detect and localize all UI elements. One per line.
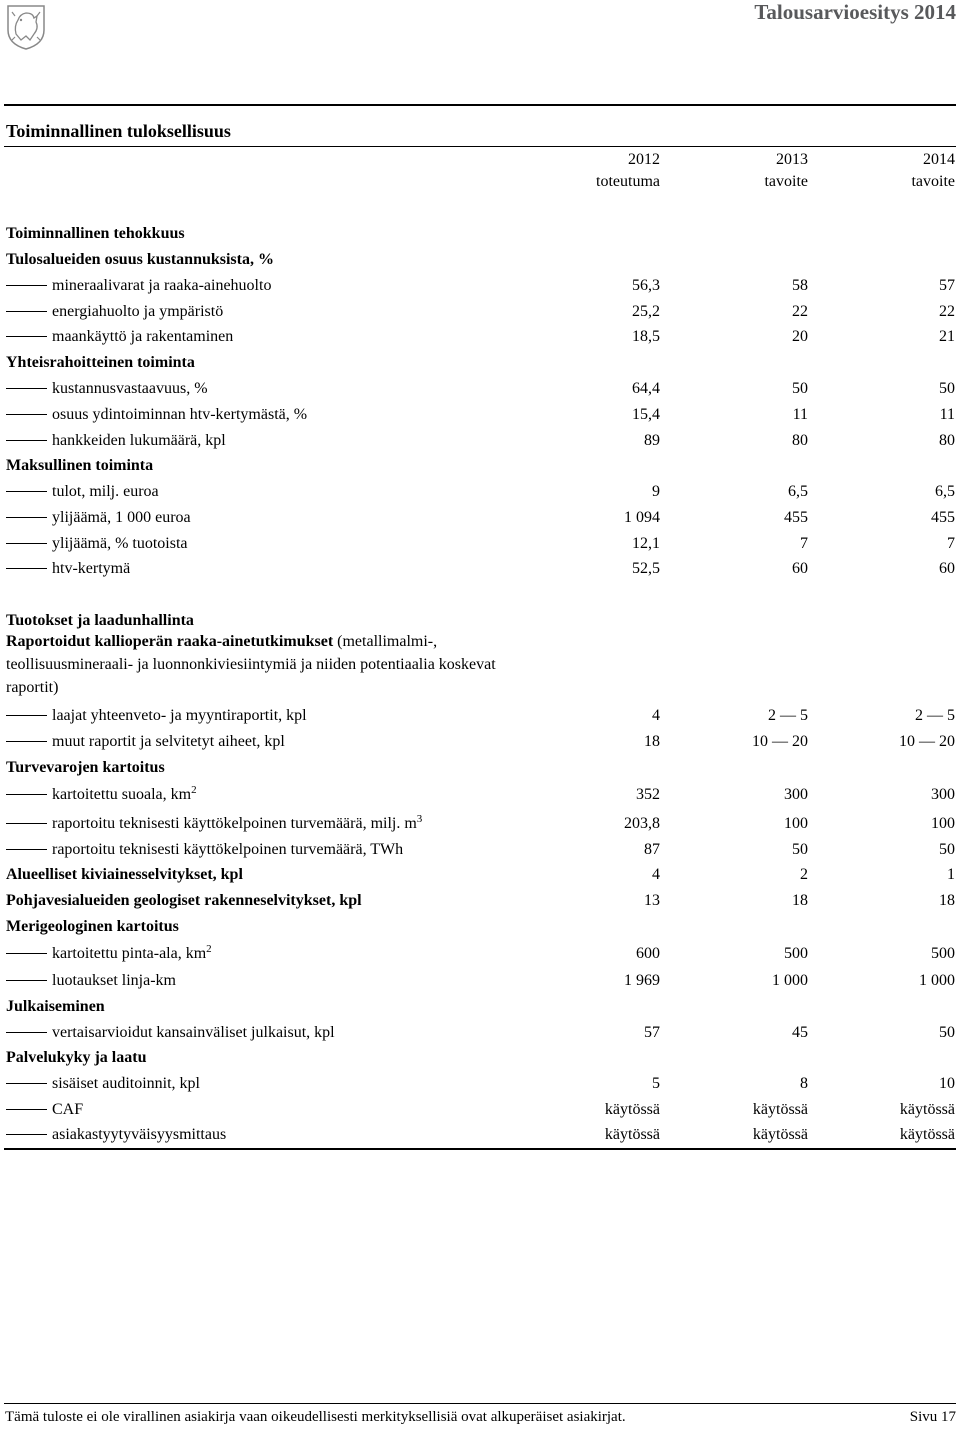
dash-bullet <box>6 336 47 337</box>
dash-bullet <box>6 1109 47 1110</box>
row-value-2014: 300 <box>931 786 955 803</box>
row-value-2014: 80 <box>939 432 955 449</box>
column-header-2014 <box>805 149 955 193</box>
row-value-2014: 50 <box>939 380 955 397</box>
row-value-2014: 100 <box>931 815 955 832</box>
dash-bullet <box>6 1134 47 1135</box>
row-label-text: maankäyttö ja rakentaminen <box>52 328 234 345</box>
row-label-text: tulot, milj. euroa <box>52 483 159 500</box>
row-value-2014: käytössä <box>899 1101 955 1118</box>
row-value-2013: 58 <box>792 277 808 294</box>
row-value-2013: 10 — 20 <box>752 733 808 750</box>
dash-bullet <box>6 1083 47 1084</box>
row-value-2012: 4 <box>652 707 660 724</box>
row-value-2013: 50 <box>792 841 808 858</box>
row-value-2012: 5 <box>652 1075 660 1092</box>
row-label <box>6 1123 226 1147</box>
row-value-2012: käytössä <box>604 1101 660 1118</box>
row-label <box>6 942 212 966</box>
row-label-text: laajat yhteenveto- ja myyntiraportit, kpl <box>52 707 307 724</box>
table-row <box>0 812 960 836</box>
document-title: Talousarvioesitys 2014 <box>754 0 956 24</box>
row-label-text: CAF <box>52 1101 84 1118</box>
row-label-text: hankkeiden lukumäärä, kpl <box>52 432 226 449</box>
row-label <box>6 351 195 375</box>
row-value-2014: 10 <box>939 1075 955 1092</box>
row-value-2013: 11 <box>792 406 808 423</box>
row-label <box>6 704 307 728</box>
row-label-text: Turvevarojen kartoitus <box>6 759 165 776</box>
table-row <box>0 506 960 530</box>
table-row <box>0 783 960 807</box>
row-label <box>6 480 159 504</box>
row-label-text: Pohjavesialueiden geologiset rakenneselvitykset, kpl <box>6 892 362 909</box>
row-value-2013: 20 <box>792 328 808 345</box>
row-value-2014: 6,5 <box>935 483 955 500</box>
row-value-2012: 12,1 <box>632 535 660 552</box>
bottom-rule <box>4 1148 956 1150</box>
section-title: Toiminnallinen tuloksellisuus <box>6 121 231 141</box>
row-value-2014: 50 <box>939 1024 955 1041</box>
row-label-text: asiakastyytyväisyysmittaus <box>52 1126 227 1143</box>
row-value-2014: 11 <box>939 406 955 423</box>
row-label-text: kustannusvastaavuus, % <box>52 380 208 397</box>
row-value-2013: käytössä <box>752 1126 808 1143</box>
row-value-2013: 22 <box>792 303 808 320</box>
column-kind: tavoite <box>764 173 808 190</box>
table-row <box>0 403 960 427</box>
dash-bullet <box>6 543 47 544</box>
row-value-2012: 57 <box>644 1024 660 1041</box>
row-value-2013: 455 <box>784 509 808 526</box>
row-label-text: raportoitu teknisesti käyttökelpoinen turvemäärä, TWh <box>52 841 404 858</box>
column-year: 2014 <box>923 151 955 168</box>
lion-coat-of-arms-icon <box>6 4 46 50</box>
row-value-2012: 56,3 <box>632 277 660 294</box>
column-year: 2013 <box>776 151 808 168</box>
row-label-text: Toiminnallinen tehokkuus <box>6 225 185 242</box>
dash-bullet <box>6 980 47 981</box>
dash-bullet <box>6 414 47 415</box>
row-label-text: ylijäämä, 1 000 euroa <box>52 509 191 526</box>
row-value-2013: 50 <box>792 380 808 397</box>
row-value-2013: 18 <box>792 892 808 909</box>
unit-superscript: 3 <box>416 813 423 825</box>
table-row <box>0 351 960 375</box>
dash-bullet <box>6 517 47 518</box>
row-label-text: osuus ydintoiminnan htv-kertymästä, % <box>52 406 308 423</box>
row-label <box>6 532 188 556</box>
row-value-2012: 1 094 <box>624 509 660 526</box>
row-label-text: Palvelukyky ja laatu <box>6 1049 147 1066</box>
dash-bullet <box>6 440 47 441</box>
table-row <box>0 915 960 939</box>
row-value-2013: 1 000 <box>772 972 808 989</box>
row-label <box>6 300 223 324</box>
table-row <box>0 1098 960 1122</box>
paragraph-text: (metallimalmi-, teollisuusmineraali- ja luonnonkiviesiintymiä ja niiden potentiaalia koskevat raportit) <box>6 633 496 696</box>
paragraph-bold: Raportoidut kallioperän raaka-ainetutkimukset <box>6 633 334 650</box>
row-value-2013: 80 <box>792 432 808 449</box>
row-label <box>6 377 208 401</box>
row-value-2014: 500 <box>931 945 955 962</box>
row-value-2013: 45 <box>792 1024 808 1041</box>
page-number: Sivu 17 <box>909 1409 956 1425</box>
row-label <box>6 730 285 754</box>
row-value-2012: 1 969 <box>624 972 660 989</box>
top-rule <box>4 104 956 106</box>
row-value-2012: 4 <box>652 866 660 883</box>
row-value-2014: 60 <box>939 560 955 577</box>
table-row <box>0 838 960 862</box>
table-row <box>0 300 960 324</box>
row-label <box>6 812 422 836</box>
row-value-2013: 100 <box>784 815 808 832</box>
dash-bullet <box>6 311 47 312</box>
row-label <box>6 863 243 887</box>
row-value-2014: 22 <box>939 303 955 320</box>
row-label-text: kartoitettu suoala, km <box>52 786 192 803</box>
row-label <box>6 838 403 862</box>
table-row <box>0 222 960 246</box>
table-row <box>0 889 960 913</box>
table-row <box>0 377 960 401</box>
dash-bullet <box>6 491 47 492</box>
row-label-text: Tulosalueiden osuus kustannuksista, % <box>6 251 274 268</box>
row-value-2014: 21 <box>939 328 955 345</box>
row-label-text: Yhteisrahoitteinen toiminta <box>6 354 195 371</box>
row-label <box>6 222 185 246</box>
row-value-2012: 203,8 <box>624 815 660 832</box>
row-value-2012: käytössä <box>604 1126 660 1143</box>
row-label <box>6 325 233 349</box>
row-label <box>6 969 176 993</box>
row-value-2014: 2 — 5 <box>915 707 955 724</box>
row-label-text: mineraalivarat ja raaka-ainehuolto <box>52 277 272 294</box>
row-label <box>6 783 197 807</box>
row-value-2012: 87 <box>644 841 660 858</box>
table-row <box>0 704 960 728</box>
table-row <box>0 969 960 993</box>
row-value-2014: 57 <box>939 277 955 294</box>
row-value-2014: 18 <box>939 892 955 909</box>
row-label <box>6 1021 335 1045</box>
unit-superscript: 2 <box>191 784 197 796</box>
row-label <box>6 274 271 298</box>
row-value-2013: käytössä <box>752 1101 808 1118</box>
row-label <box>6 995 105 1019</box>
section2-title: Tuotokset ja laadunhallinta <box>6 612 194 629</box>
row-value-2014: 1 <box>947 866 955 883</box>
row-label <box>6 403 307 427</box>
row-label-text: Maksullinen toiminta <box>6 457 154 474</box>
table-row <box>0 480 960 504</box>
row-value-2014: käytössä <box>899 1126 955 1143</box>
row-value-2014: 455 <box>931 509 955 526</box>
row-value-2012: 13 <box>644 892 660 909</box>
table-row <box>0 557 960 581</box>
table-row <box>0 325 960 349</box>
row-label <box>6 506 191 530</box>
dash-bullet <box>6 849 47 850</box>
row-label-text: ylijäämä, % tuotoista <box>52 535 188 552</box>
row-label <box>6 1072 200 1096</box>
row-label <box>6 756 165 780</box>
row-value-2013: 2 <box>800 866 808 883</box>
table-row <box>0 756 960 780</box>
table-row <box>0 429 960 453</box>
column-kind: tavoite <box>911 173 955 190</box>
dash-bullet <box>6 953 47 954</box>
table-row <box>0 942 960 966</box>
table-row <box>0 730 960 754</box>
row-label-text: htv-kertymä <box>52 560 131 577</box>
row-label-text: energiahuolto ja ympäristö <box>52 303 224 320</box>
row-value-2013: 8 <box>800 1075 808 1092</box>
dash-bullet <box>6 715 47 716</box>
row-label-text: raportoitu teknisesti käyttökelpoinen turvemäärä, milj. m <box>52 815 417 832</box>
row-value-2012: 25,2 <box>632 303 660 320</box>
table-row <box>0 1072 960 1096</box>
footer-disclaimer: Tämä tuloste ei ole virallinen asiakirja vaan oikeudellisesti merkityksellisiä ovat alkuperäiset asiakirjat. <box>5 1409 626 1425</box>
table-row <box>0 995 960 1019</box>
table-row <box>0 863 960 887</box>
row-label-text: Merigeologinen kartoitus <box>6 918 179 935</box>
header-rule <box>4 146 956 147</box>
row-label-text: Julkaiseminen <box>6 998 105 1015</box>
row-label-text: kartoitettu pinta-ala, km <box>52 945 207 962</box>
row-value-2012: 15,4 <box>632 406 660 423</box>
row-value-2012: 352 <box>636 786 660 803</box>
dash-bullet <box>6 741 47 742</box>
dash-bullet <box>6 794 47 795</box>
row-label <box>6 1046 146 1070</box>
column-header-2013 <box>658 149 808 193</box>
table-row <box>0 1123 960 1147</box>
row-value-2013: 6,5 <box>788 483 808 500</box>
table-row <box>0 248 960 272</box>
dash-bullet <box>6 388 47 389</box>
table-row <box>0 274 960 298</box>
column-kind: toteutuma <box>596 173 660 190</box>
row-value-2012: 52,5 <box>632 560 660 577</box>
table-row <box>0 454 960 478</box>
dash-bullet <box>6 285 47 286</box>
column-year: 2012 <box>628 151 660 168</box>
row-label-text: Alueelliset kiviainesselvitykset, kpl <box>6 866 243 883</box>
row-label-text: luotaukset linja-km <box>52 972 176 989</box>
column-header-2012 <box>510 149 660 193</box>
row-value-2013: 7 <box>800 535 808 552</box>
row-value-2012: 600 <box>636 945 660 962</box>
row-value-2013: 500 <box>784 945 808 962</box>
row-value-2014: 1 000 <box>919 972 955 989</box>
dash-bullet <box>6 568 47 569</box>
row-label <box>6 1098 83 1122</box>
row-value-2014: 7 <box>947 535 955 552</box>
row-label <box>6 889 362 913</box>
row-label <box>6 915 179 939</box>
row-label-text: vertaisarvioidut kansainväliset julkaisut, kpl <box>52 1024 335 1041</box>
row-label <box>6 248 274 272</box>
row-label <box>6 557 130 581</box>
row-value-2013: 300 <box>784 786 808 803</box>
row-value-2013: 2 — 5 <box>768 707 808 724</box>
unit-superscript: 2 <box>206 943 212 955</box>
paragraph-description <box>6 630 526 699</box>
row-value-2012: 89 <box>644 432 660 449</box>
row-label-text: muut raportit ja selvitetyt aiheet, kpl <box>52 733 285 750</box>
table-row <box>0 1046 960 1070</box>
dash-bullet <box>6 1032 47 1033</box>
row-label <box>6 454 153 478</box>
row-value-2012: 18 <box>644 733 660 750</box>
row-value-2013: 60 <box>792 560 808 577</box>
row-value-2012: 9 <box>652 483 660 500</box>
row-label-text: sisäiset auditoinnit, kpl <box>52 1075 200 1092</box>
row-value-2014: 10 — 20 <box>899 733 955 750</box>
footer-rule <box>4 1403 956 1404</box>
row-value-2012: 64,4 <box>632 380 660 397</box>
row-value-2014: 50 <box>939 841 955 858</box>
row-value-2012: 18,5 <box>632 328 660 345</box>
table-row <box>0 1021 960 1045</box>
table-row <box>0 532 960 556</box>
row-label <box>6 429 226 453</box>
dash-bullet <box>6 823 47 824</box>
